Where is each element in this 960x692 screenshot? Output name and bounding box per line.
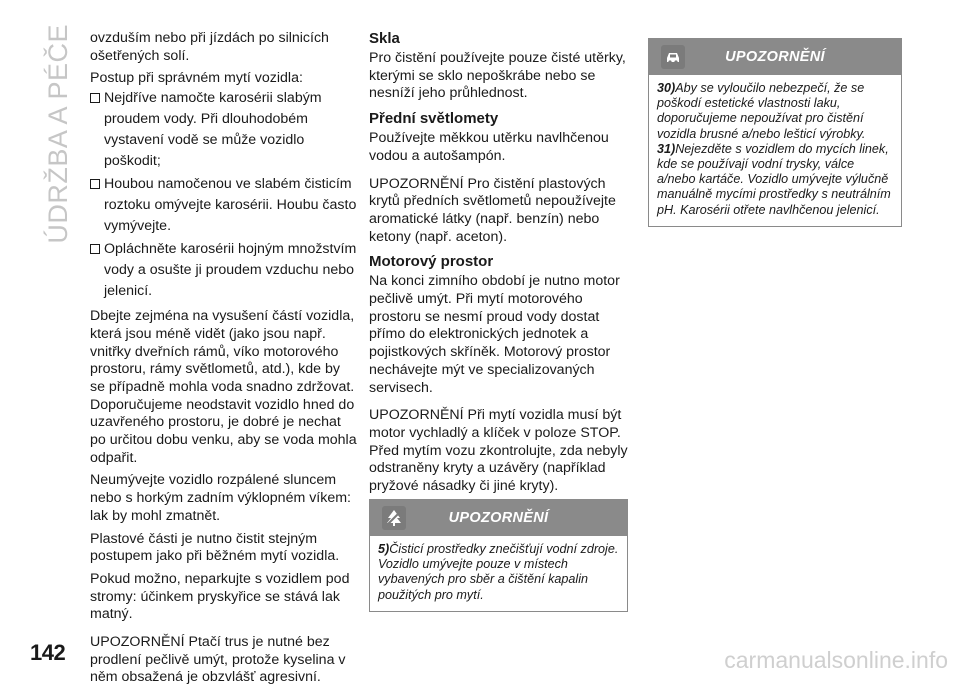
section-heading: Přední světlomety [369, 110, 499, 128]
paragraph: UPOZORNĚNÍ Ptačí trus je nutné bez prodlení pečlivě umýt, protože kyselina v něm obsažená je obzvlášť agresivní. [90, 634, 346, 686]
note-number: 30) [657, 81, 676, 95]
list-item: Opláchněte karosérii hojným množstvím vody a osušte ji proudem vzduchu nebo jelenicí. [90, 239, 358, 302]
warning-body [649, 75, 901, 226]
text-column-2 [369, 30, 634, 501]
list-item: Houbou namočenou ve slabém čisticím roztoku omývejte karosérii. Houbu často vymývejte. [90, 174, 358, 237]
warning-header [649, 39, 901, 75]
chapter-side-title [38, 24, 78, 274]
paragraph: UPOZORNĚNÍ Pro čistění plastových krytů předních světlometů nepoužívejte aromatické látky (např. benzín) nebo ketony (např. aceton). [369, 175, 616, 245]
list-item: Nejdříve namočte karosérii slabým proudem vody. Při dlouhodobém vystavení vodě se může vozidlo poškodit; [90, 88, 358, 172]
paragraph: Používejte měkkou utěrku navlhčenou vodou a autošampón. [369, 130, 609, 164]
watermark: carmanualsonline.info [724, 647, 948, 673]
paragraph: ovzduším nebo při jízdách po silnicích ošetřených solí. [90, 30, 329, 64]
note-text: Aby se vyloučilo nebezpečí, že se poškodí estetické vlastnosti laku, doporučujeme nepoužívat pro čistění vozidla brusné a/nebo lešticí výrobky. [657, 81, 866, 141]
warning-note [657, 81, 893, 142]
page-number: 142 [30, 640, 66, 665]
section-heading: Skla [369, 30, 400, 47]
paragraph: Pro čistění používejte pouze čisté utěrky, kterými se sklo nepoškrábe nebo se nesníží jeho průhlednost. [369, 50, 626, 102]
warning-note [378, 542, 619, 603]
warning-title: UPOZORNĚNÍ [448, 510, 549, 526]
note-text: Čisticí prostředky znečišťují vodní zdroje. Vozidlo umývejte pouze v místech vybavených pro sběr a čištění kapalin použitých pro mytí. [378, 542, 619, 602]
note-number: 5) [378, 542, 390, 556]
paragraph: Postup při správném mytí vozidla: [90, 70, 303, 87]
warning-box-care [648, 38, 902, 227]
warning-note [657, 142, 893, 218]
paragraph: UPOZORNĚNÍ Při mytí vozidla musí být motor vychladlý a klíček v poloze STOP. Před mytím vozu zkontrolujte, zda nebyly odstraněny kryty a uzávěry (například pryžové násadky či jiné kryty). [369, 407, 628, 495]
environment-tree-icon [382, 506, 406, 530]
warning-box-environment [369, 499, 628, 612]
chapter-side-title-text: ÚDRŽBA A PÉČE [42, 24, 73, 244]
paragraph: Pokud možno, neparkujte s vozidlem pod stromy: účinkem pryskyřice se stává lak matný. [90, 570, 350, 623]
section-heading: Motorový prostor [369, 253, 494, 271]
note-number: 31) [657, 141, 676, 156]
warning-header [370, 500, 627, 536]
paragraph: Plastové části je nutno čistit stejným postupem jako při běžném mytí vozidla. [90, 530, 340, 565]
note-text: Nejezděte s vozidlem do mycích linek, kde se používají vodní trysky, válce a/nebo kartáče. Vozidlo umývejte výlučně manuálně mycími prostředky s neutrálním pH. Karosérii otřete navlhčenou jelenicí. [657, 141, 891, 217]
text-column-1 [90, 30, 358, 692]
paragraph: Neumývejte vozidlo rozpálené sluncem nebo s horkým zadním výklopném víkem: lak by mohl zmatnět. [90, 472, 351, 524]
paragraph: Na konci zimního období je nutno motor pečlivě umýt. Při mytí motorového prostoru se nesmí proud vody dostat přímo do elektronických jednotek a pojistkových skříněk. Motorový prostor nechávejte mýt ve specializovaných servisech. [369, 273, 620, 396]
warning-title: UPOZORNĚNÍ [725, 49, 825, 65]
paragraph: Dbejte zejména na vysušení částí vozidla, která jsou méně vidět (jako jsou např. vnitřky dveřních rámů, víko motorového prostoru, rámy světlometů, atd.), kde by se případně mohla voda snadno zdržovat. Doporučujeme neodstavit vozidlo hned do uzavřeného prostoru, je dobré je nechat po určitou dobu venku, aby se voda mohla odpařit. [90, 308, 357, 466]
warning-car-icon [661, 45, 685, 69]
warning-body [370, 536, 627, 611]
